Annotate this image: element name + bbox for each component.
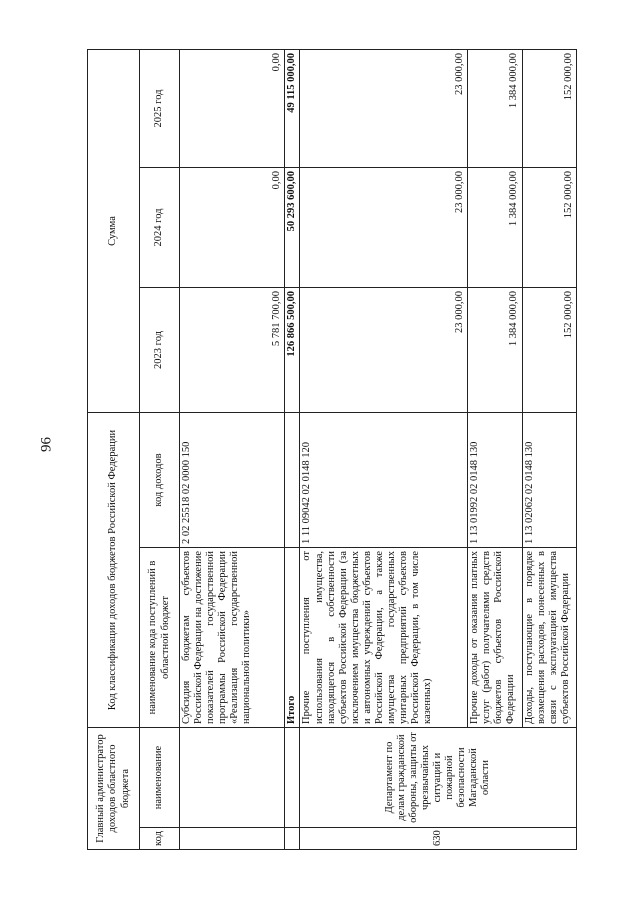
row-r3-name: Доходы, поступающие в порядке возмещения расходов, понесенных в связи с эксплуатацией имущества субъектов Российской Федерации [522, 548, 577, 728]
dept-name: Департамент по делам гражданской обороны, защиты от чрезвычайных ситуаций и пожарной безопасности Магаданской области [300, 728, 577, 828]
row-subsidy-2023: 5 781 700,00 [180, 287, 285, 412]
row-total-2023: 126 866 500,00 [284, 287, 300, 412]
table-row [180, 49, 285, 849]
header-code-group: Код классификации доходов бюджетов Российской Федерации [88, 412, 140, 727]
header-kod-dohodov: код доходов [140, 412, 180, 547]
row-r1-2025: 23 000,00 [300, 49, 468, 167]
row-r3-code: 1 13 02062 02 0148 130 [522, 412, 577, 547]
header-naim-code: наименование кода поступлений в областной бюджет [140, 548, 180, 728]
row-r1-code: 1 11 09042 02 0148 120 [300, 412, 468, 547]
header-naimenovanie: наименование [140, 728, 180, 828]
header-sum-group: Сумма [88, 49, 140, 412]
row-r1-2024: 23 000,00 [300, 167, 468, 287]
row-subsidy-2024: 0,00 [180, 167, 285, 287]
dept-code: 630 [300, 828, 577, 850]
table-row-total [284, 49, 300, 849]
row-subsidy-code: 2 02 25518 02 0000 150 [180, 412, 285, 547]
row-r1-2023: 23 000,00 [300, 287, 468, 412]
row-r3-2023: 152 000,00 [522, 287, 577, 412]
row-r2-2023: 1 384 000,00 [468, 287, 522, 412]
row-total-2025: 49 115 000,00 [284, 49, 300, 167]
row-r3-2025: 152 000,00 [522, 49, 577, 167]
row-r1-name: Прочие поступления от использования имущества, находящегося в собственности субъектов Российской Федерации (за исключением имущества бюджетных и автономных учреждений субъектов Российской Федерации, а также имущества государственных унитарных предприятий субъектов Российской Федерации, в том числе казенных) [300, 548, 468, 728]
row-total-label: Итого [284, 548, 300, 728]
row-r2-2024: 1 384 000,00 [468, 167, 522, 287]
row-r3-2024: 152 000,00 [522, 167, 577, 287]
budget-table-rotated [87, 50, 577, 850]
header-kod: код [140, 828, 180, 850]
row-r2-name: Прочие доходы от оказания платных услуг (работ) получателями средств бюджетов субъектов Российской Федерации [468, 548, 522, 728]
budget-revenue-table [87, 49, 577, 850]
row-subsidy-2025: 0,00 [180, 49, 285, 167]
row-r2-code: 1 13 01992 02 0148 130 [468, 412, 522, 547]
header-2023: 2023 год [140, 287, 180, 412]
row-total-2024: 50 293 600,00 [284, 167, 300, 287]
row-r2-2025: 1 384 000,00 [468, 49, 522, 167]
page-number: 96 [38, 437, 55, 452]
header-admin-group: Главный администратор доходов областного бюджета [88, 728, 140, 850]
table-row [300, 49, 468, 849]
header-2025: 2025 год [140, 49, 180, 167]
header-2024: 2024 год [140, 167, 180, 287]
row-subsidy-name: Субсидия бюджетам субъектов Российской Федерации на достижение показателей государственной программы Российской Федерации «Реализация государственной национальной политики» [180, 548, 285, 728]
